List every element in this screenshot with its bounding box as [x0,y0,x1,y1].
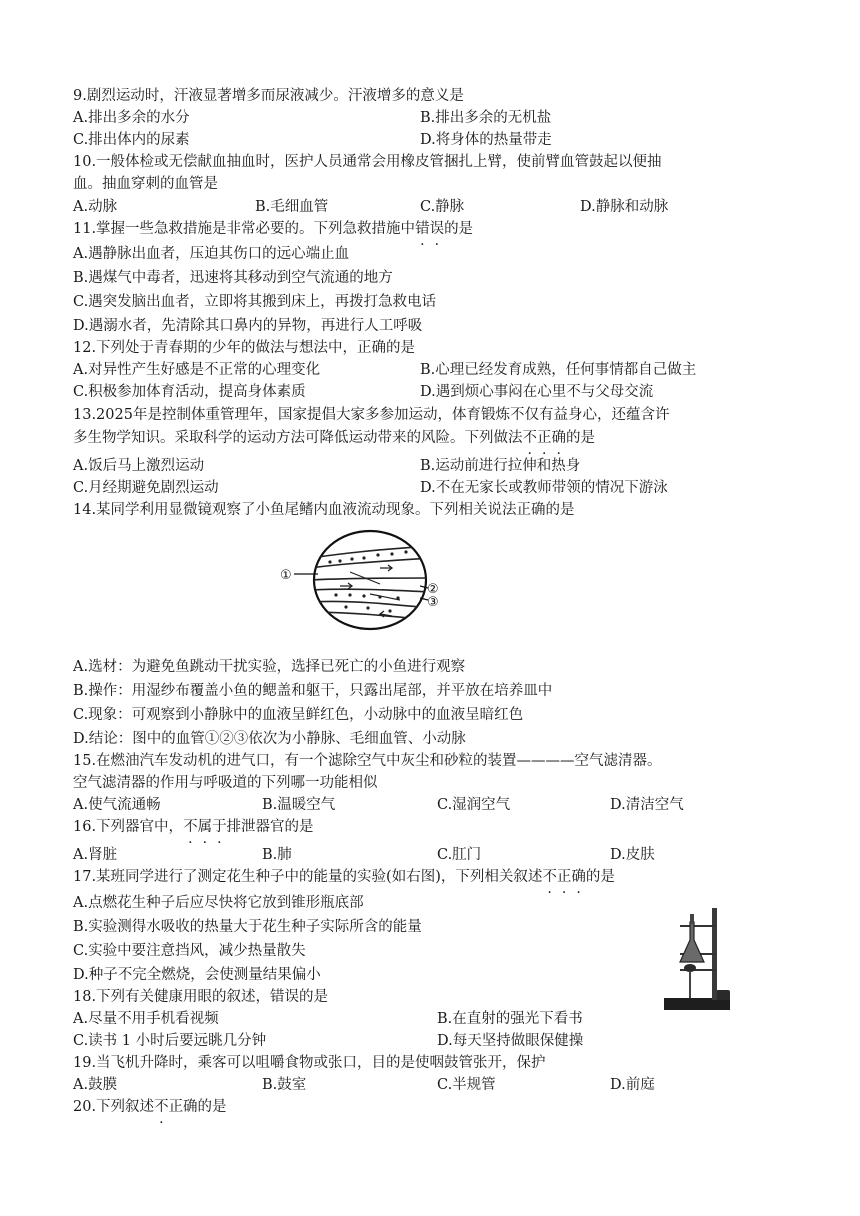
question-11-option-b: B.遇煤气中毒者，迅速将其移动到空气流通的地方 [73,270,393,286]
emphasis-char: 不 [154,1099,169,1115]
question-10-stem-line2: 血。抽血穿刺的血管是 [73,176,218,192]
question-10-stem-line1: 10.一般体检或无偿献血抽血时，医护人员通常会用橡皮管捆扎上臂，使前臂血管鼓起以便抽 [73,154,662,170]
question-17-option-a: A.点燃花生种子后应尽快将它放到锥形瓶底部 [73,895,364,911]
question-13-stem-line2 [73,427,595,449]
question-9-option-d: D.将身体的热量带走 [420,132,552,148]
question-13-stem-line1: 13.2025年是控制体重管理年，国家提倡大家多参加运动，体育锻炼不仅有益身心，还蕴含许 [73,407,670,423]
question-14-stem: 14.某同学利用显微镜观察了小鱼尾鳍内血液流动现象。下列相关说法正确的是 [73,502,575,518]
question-11-option-c: C.遇突发脑出血者，立即将其搬到床上，再拨打急救电话 [73,294,437,310]
question-11-option-d: D.遇溺水者，先清除其口鼻内的异物，再进行人工呼吸 [73,318,423,334]
question-15-option-b: B.温暖空气 [262,797,336,813]
emphasis-char: 错 [415,221,430,237]
question-11-option-a: A.遇静脉出血者，压迫其伤口的远心端止血 [73,246,350,262]
question-18-option-b: B.在直射的强光下看书 [437,1011,583,1027]
question-17-stem [73,866,615,888]
question-17-option-b: B.实验测得水吸收的热量大于花生种子实际所含的能量 [73,919,422,935]
emphasis-char: 不 [522,430,537,446]
question-18-option-a: A.尽量不用手机看视频 [73,1011,219,1027]
question-15-stem-line2: 空气滤清器的作用与呼吸道的下列哪一功能相似 [73,775,378,791]
question-18-option-d: D.每天坚持做眼保健操 [437,1033,584,1049]
question-9-option-c: C.排出体内的尿素 [73,132,190,148]
question-16-option-c: C.肛门 [437,847,482,863]
emphasis-char: 于 [212,819,227,835]
question-19-option-c: C.半规管 [437,1077,496,1093]
fig-label-1: ① [280,568,292,583]
emphasis-char: 确 [571,869,586,885]
question-16-option-d: D.皮肤 [610,847,655,863]
question-15-option-d: D.清洁空气 [610,797,684,813]
question-18-option-c: C.读书 1 小时后要远眺几分钟 [73,1033,267,1049]
emphasis-char: 误 [429,221,445,237]
question-14-option-d: D.结论：图中的血管①②③依次为小静脉、毛细血管、小动脉 [73,731,466,747]
emphasis-char: 确 [551,430,566,446]
question-13-stem-prefix: 多生物学知识。采取科学的运动方法可降低运动带来的风险。下列做法 [73,430,523,446]
question-11-stem [73,218,473,240]
question-14-option-b: B.操作：用湿纱布覆盖小鱼的鳃盖和躯干，只露出尾部，并平放在培养皿中 [73,683,553,699]
question-19-stem: 19.当飞机升降时，乘客可以咀嚼食物或张口，目的是使咽鼓管张开，保护 [73,1055,546,1071]
question-10-option-a: A.动脉 [73,199,118,215]
question-9-option-a: A.排出多余的水分 [73,110,190,126]
question-12-option-a: A.对异性产生好感是不正常的心理变化 [73,362,321,378]
question-20-stem-suffix: 正确的是 [168,1099,227,1115]
question-17-stem-suffix: 的是 [585,869,615,885]
question-9-stem: 9.剧烈运动时，汗液显著增多而尿液减少。汗液增多的意义是 [73,88,464,104]
emphasis-char: 属 [197,819,213,835]
question-10-option-b: B.毛细血管 [255,199,329,215]
question-11-stem-prefix: 11.掌握一些急救措施是非常必要的。下列急救措施中 [73,221,416,237]
question-13-option-d: D.不在无家长或教师带领的情况下游泳 [420,480,668,496]
question-13-option-a: A.饭后马上激烈运动 [73,458,205,474]
question-10-option-c: C.静脉 [420,199,465,215]
fig-label-3: ③ [427,595,439,610]
question-12-option-b: B.心理已经发育成熟，任何事情都自己做主 [420,362,697,378]
question-10-option-d: D.静脉和动脉 [580,199,669,215]
question-20-stem-prefix: 20.下列叙述 [73,1099,155,1115]
question-19-option-b: B.鼓室 [262,1077,307,1093]
question-13-stem-suffix: 的是 [566,430,595,446]
fig-label-2: ② [427,582,439,597]
emphasis-char: 不 [183,819,198,835]
question-11-stem-suffix: 的是 [444,221,474,237]
emphasis-char: 正 [537,430,552,446]
question-18-stem: 18.下列有关健康用眼的叙述，错误的是 [73,989,329,1005]
question-16-stem-suffix: 排泄器官的是 [226,819,314,835]
question-15-option-a: A.使气流通畅 [73,797,161,813]
question-13-option-b: B.运动前进行拉伸和热身 [420,458,581,474]
question-12-stem: 12.下列处于青春期的少年的做法与想法中，正确的是 [73,340,416,356]
question-9-option-b: B.排出多余的无机盐 [420,110,552,126]
question-17-option-d: D.种子不完全燃烧，会使测量结果偏小 [73,967,321,983]
question-14-option-a: A.选材：为避免鱼跳动干扰实验，选择已死亡的小鱼进行观察 [73,659,466,675]
apparatus-figure [660,904,738,1016]
question-12-option-c: C.积极参加体育活动，提高身体素质 [73,384,306,400]
question-15-stem-line1: 15.在燃油汽车发动机的进气口，有一个滤除空气中灰尘和砂粒的装置————空气滤清器。 [73,753,662,769]
microscope-field-figure [280,528,440,632]
emphasis-char: 正 [556,869,572,885]
question-19-option-d: D.前庭 [610,1077,655,1093]
iron-stand-diagram [660,904,738,1016]
question-12-option-d: D.遇到烦心事闷在心里不与父母交流 [420,384,654,400]
question-16-option-b: B.肺 [262,847,292,863]
emphasis-char: 不 [542,869,557,885]
question-16-stem-prefix: 16.下列器官中， [73,819,184,835]
question-16-stem [73,816,314,838]
question-15-option-c: C.湿润空气 [437,797,511,813]
question-19-option-a: A.鼓膜 [73,1077,118,1093]
question-17-option-c: C.实验中要注意挡风，减少热量散失 [73,943,306,959]
question-17-stem-prefix: 17.某班同学进行了测定花生种子中的能量的实验(如右图)，下列相关叙述 [73,869,543,885]
blood-vessel-diagram [280,528,440,632]
question-20-stem [73,1096,227,1118]
question-13-option-c: C.月经期避免剧烈运动 [73,480,219,496]
question-14-option-c: C.现象：可观察到小静脉中的血液呈鲜红色，小动脉中的血液呈暗红色 [73,707,524,723]
question-16-option-a: A.肾脏 [73,847,118,863]
